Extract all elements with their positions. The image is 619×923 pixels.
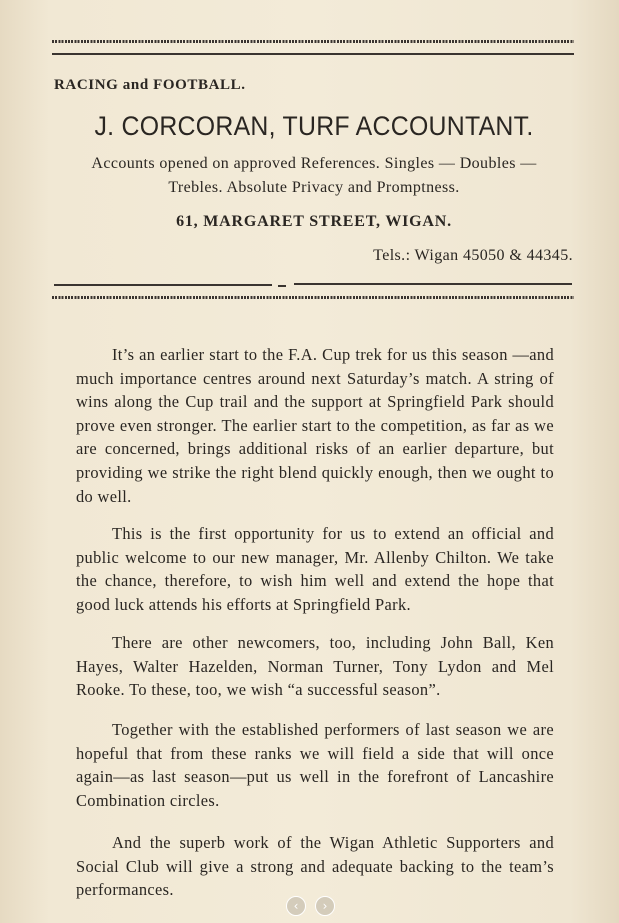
paragraph-5: And the superb work of the Wigan Athletic Supporters and Social Club will give a strong and adequate backing to the team’s performances. <box>76 833 554 900</box>
advert-telephones: Tels.: Wigan 45050 & 44345. <box>373 247 573 264</box>
bottom-rule-right <box>294 283 572 285</box>
bottom-rule-left <box>54 284 272 286</box>
advert-title: J. CORCORAN, TURF ACCOUNTANT. <box>94 111 534 141</box>
advert-line-2: Trebles. Absolute Privacy and Promptness. <box>168 179 460 196</box>
paragraph-1: It’s an earlier start to the F.A. Cup trek for us this season —and much importance centres around next Saturday’s match. A string of wins along the Cup trail and the support at Springfield Park should prove even stronger. The earlier start to the competition, as far as we are concerned, brings additional risks of an earlier departure, but providing we strike the right blend quickly enough, then we ought to do well. <box>76 345 554 506</box>
next-page-button[interactable] <box>315 896 335 916</box>
top-dotted-rule <box>52 40 574 43</box>
advert-address: 61, MARGARET STREET, WIGAN. <box>176 213 452 230</box>
advert-small-heading: RACING and FOOTBALL. <box>54 77 246 93</box>
bottom-dotted-rule <box>52 296 574 299</box>
bottom-rule-gap-mark <box>278 285 286 287</box>
paragraph-4: Together with the established performers of last season we are hopeful that from these ranks we will field a side that will once again—as last season—put us well in the forefront of Lancashire Combination circles. <box>76 720 554 810</box>
chevron-left-icon: ‹ <box>293 899 299 913</box>
advert-line-1: Accounts opened on approved References. Singles — Doubles — <box>91 155 537 172</box>
top-solid-rule <box>52 53 574 55</box>
previous-page-button[interactable] <box>286 896 306 916</box>
paragraph-3: There are other newcomers, too, including John Ball, Ken Hayes, Walter Hazelden, Norman Turner, Tony Lydon and Mel Rooke. To these, too, we wish “a successful season”. <box>76 633 554 700</box>
paragraph-2: This is the first opportunity for us to extend an official and public welcome to our new manager, Mr. Allenby Chilton. We take the chance, therefore, to wish him well and extend the hope that good luck attends his efforts at Springfield Park. <box>76 524 554 614</box>
chevron-right-icon: › <box>322 899 328 913</box>
